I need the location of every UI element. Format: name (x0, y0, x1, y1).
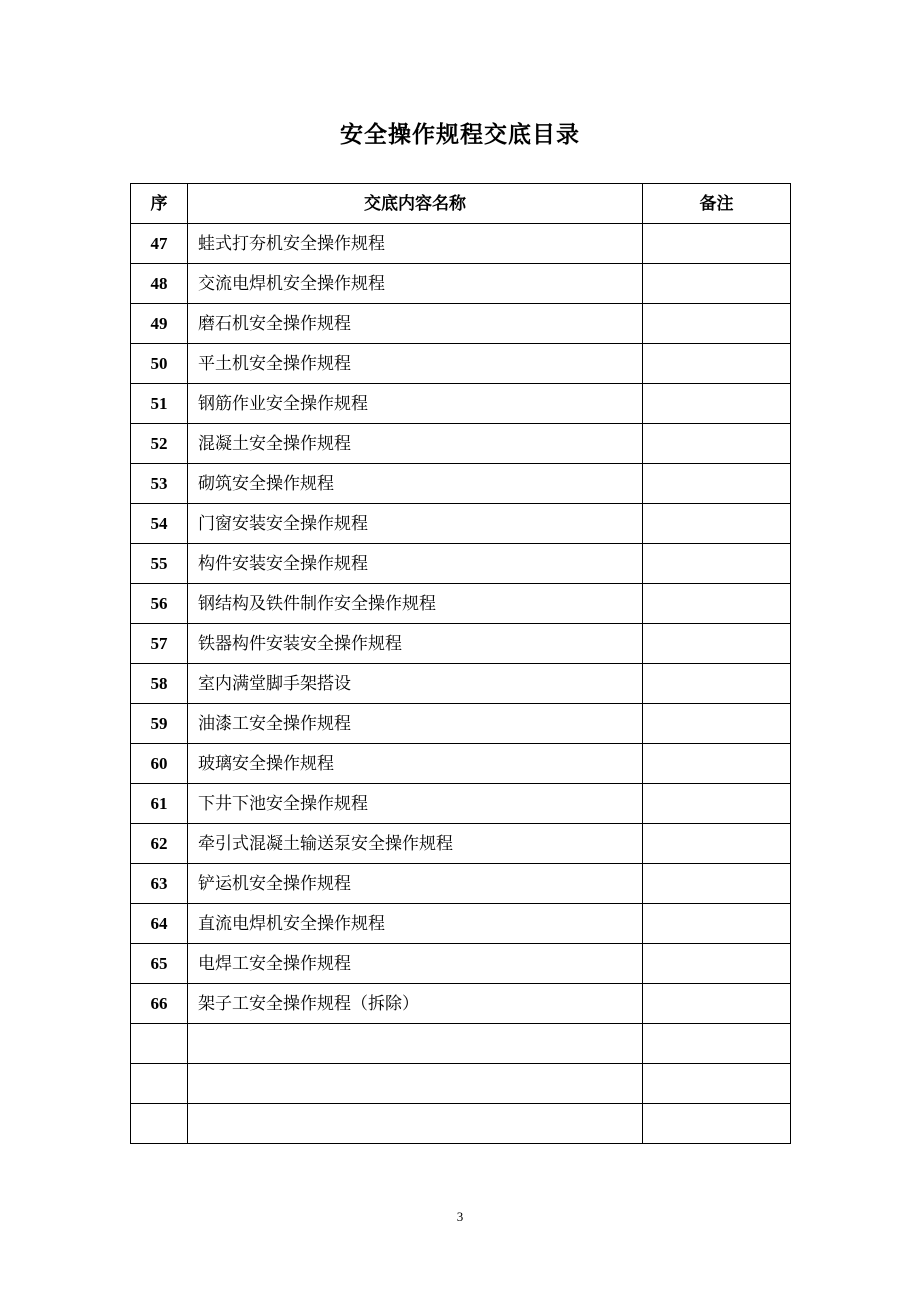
row-name: 牵引式混凝土输送泵安全操作规程 (188, 824, 643, 864)
table-row (131, 704, 791, 744)
row-number: 64 (131, 904, 188, 944)
row-number (131, 1064, 188, 1104)
row-name: 室内满堂脚手架搭设 (188, 664, 643, 704)
row-name: 下井下池安全操作规程 (188, 784, 643, 824)
row-number: 47 (131, 224, 188, 264)
row-number: 60 (131, 744, 188, 784)
row-name: 钢筋作业安全操作规程 (188, 384, 643, 424)
row-number: 49 (131, 304, 188, 344)
row-name (188, 1064, 643, 1104)
row-name: 蛙式打夯机安全操作规程 (188, 224, 643, 264)
row-number (131, 1024, 188, 1064)
table-row (131, 744, 791, 784)
table-row (131, 424, 791, 464)
table-row (131, 584, 791, 624)
row-note (643, 504, 791, 544)
header-note: 备注 (643, 184, 791, 224)
row-name: 混凝土安全操作规程 (188, 424, 643, 464)
row-number: 66 (131, 984, 188, 1024)
row-name: 交流电焊机安全操作规程 (188, 264, 643, 304)
row-note (643, 944, 791, 984)
table-row (131, 664, 791, 704)
row-name: 平土机安全操作规程 (188, 344, 643, 384)
row-note (643, 984, 791, 1024)
row-number: 54 (131, 504, 188, 544)
row-name: 电焊工安全操作规程 (188, 944, 643, 984)
table-row (131, 544, 791, 584)
table-row (131, 504, 791, 544)
row-number: 58 (131, 664, 188, 704)
row-name (188, 1104, 643, 1144)
table-row (131, 904, 791, 944)
row-name: 直流电焊机安全操作规程 (188, 904, 643, 944)
row-number: 52 (131, 424, 188, 464)
row-name: 铲运机安全操作规程 (188, 864, 643, 904)
row-note (643, 264, 791, 304)
row-note (643, 224, 791, 264)
table-row (131, 224, 791, 264)
row-note (643, 1064, 791, 1104)
table-row (131, 304, 791, 344)
page-number: 3 (456, 1209, 464, 1224)
row-note (643, 784, 791, 824)
row-note (643, 904, 791, 944)
row-name: 钢结构及铁件制作安全操作规程 (188, 584, 643, 624)
page-title: 安全操作规程交底目录 (340, 121, 580, 148)
row-note (643, 824, 791, 864)
row-number: 53 (131, 464, 188, 504)
row-number: 61 (131, 784, 188, 824)
table-row (131, 1064, 791, 1104)
row-number: 62 (131, 824, 188, 864)
row-name: 玻璃安全操作规程 (188, 744, 643, 784)
row-note (643, 664, 791, 704)
row-note (643, 384, 791, 424)
row-number: 51 (131, 384, 188, 424)
toc-table (130, 183, 791, 1144)
row-note (643, 1104, 791, 1144)
row-note (643, 544, 791, 584)
row-number: 63 (131, 864, 188, 904)
row-number: 59 (131, 704, 188, 744)
row-name: 架子工安全操作规程（拆除） (188, 984, 643, 1024)
row-note (643, 464, 791, 504)
row-number (131, 1104, 188, 1144)
row-note (643, 704, 791, 744)
row-number: 57 (131, 624, 188, 664)
row-number: 48 (131, 264, 188, 304)
row-note (643, 584, 791, 624)
row-note (643, 344, 791, 384)
table-row (131, 264, 791, 304)
row-note (643, 424, 791, 464)
table-row (131, 624, 791, 664)
row-note (643, 864, 791, 904)
table-body (131, 224, 791, 1144)
row-note (643, 624, 791, 664)
table-row (131, 344, 791, 384)
row-number: 55 (131, 544, 188, 584)
table-row (131, 384, 791, 424)
table-header-row (131, 184, 791, 224)
table-row (131, 784, 791, 824)
row-name (188, 1024, 643, 1064)
row-name: 门窗安装安全操作规程 (188, 504, 643, 544)
row-name: 磨石机安全操作规程 (188, 304, 643, 344)
header-name: 交底内容名称 (188, 184, 643, 224)
row-note (643, 304, 791, 344)
row-note (643, 744, 791, 784)
row-name: 构件安装安全操作规程 (188, 544, 643, 584)
row-name: 铁器构件安装安全操作规程 (188, 624, 643, 664)
table-row (131, 464, 791, 504)
table-row (131, 864, 791, 904)
table-row (131, 824, 791, 864)
table-row (131, 984, 791, 1024)
table-row (131, 1024, 791, 1064)
table-row (131, 944, 791, 984)
row-note (643, 1024, 791, 1064)
table-row (131, 1104, 791, 1144)
row-name: 油漆工安全操作规程 (188, 704, 643, 744)
row-name: 砌筑安全操作规程 (188, 464, 643, 504)
header-number: 序 (131, 184, 188, 224)
row-number: 56 (131, 584, 188, 624)
row-number: 65 (131, 944, 188, 984)
row-number: 50 (131, 344, 188, 384)
